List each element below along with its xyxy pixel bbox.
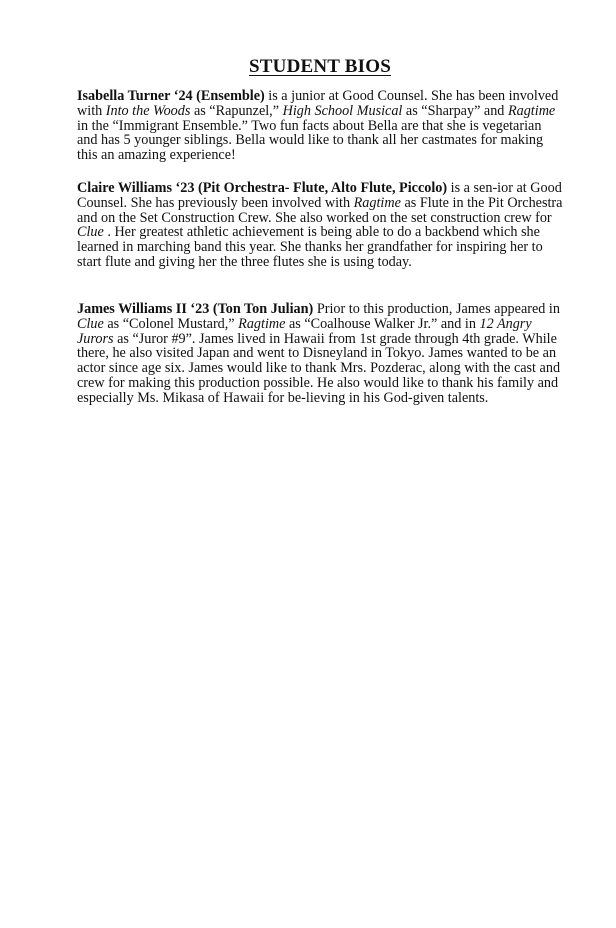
bio-paragraph-claire-williams — [77, 181, 563, 270]
show-title: Ragtime — [353, 194, 401, 211]
bio-text: in the “Immigrant Ensemble.” Two fun facts about Bella are that she is vegetarian and has 5 younger siblings. Bella would like to thank all her castmates for making this an amazing experience! — [77, 117, 544, 164]
show-title: Ragtime — [507, 102, 556, 119]
bio-text: as “Coalhouse Walker Jr.” and in — [285, 315, 480, 332]
bio-name: Claire Williams ‘23 (Pit Orchestra- Flute, Alto Flute, Piccolo) — [77, 180, 448, 196]
bio-paragraph-james-williams — [77, 302, 563, 406]
show-title: 12 Angry Jurors — [77, 315, 532, 347]
bio-text: as “Rapunzel,” — [190, 102, 283, 119]
bio-name: Isabella Turner ‘24 (Ensemble) — [77, 88, 265, 104]
bio-text: is a junior at Good Counsel. She has been involved with — [77, 88, 559, 119]
bio-text: . Her greatest athletic achievement is being able to do a backbend which she learned in marching band this year. She thanks her grandfather for inspiring her to start flute and giving her the three flutes she is using today. — [77, 224, 543, 270]
bio-text: as “Colonel Mustard,” — [103, 315, 239, 332]
bio-text: is a sen-ior at Good Counsel. She has previously been involved with — [77, 180, 562, 211]
show-title: Into the Woods — [105, 102, 191, 119]
bio-paragraph-isabella-turner — [77, 89, 563, 163]
page-title: STUDENT BIOS — [249, 56, 391, 77]
bio-text: as “Sharpay” and — [402, 102, 508, 119]
bio-text: as “Juror #9”. James lived in Hawaii from 1st grade through 4th grade. While there, he also visited Japan and went to Disneyland in Tokyo. James wanted to be an actor since age six. James would like to thank Mrs. Pozderac, along with the cast and crew for making this production possible. He also would like to thank his family and especially Ms. Mikasa of Hawaii for be-lieving in his God-given talents. — [77, 330, 561, 406]
show-title: Clue — [77, 224, 104, 241]
bio-name: James Williams II ‘23 (Ton Ton Julian) — [77, 301, 314, 317]
bio-text: Prior to this production, James appeared in — [313, 301, 560, 317]
show-title: Clue — [77, 315, 104, 332]
show-title: Ragtime — [238, 315, 286, 332]
bio-text: as Flute in the Pit Orchestra and on the Set Construction Crew. She also worked on the set construction crew for — [77, 194, 563, 226]
show-title: High School Musical — [282, 102, 403, 119]
